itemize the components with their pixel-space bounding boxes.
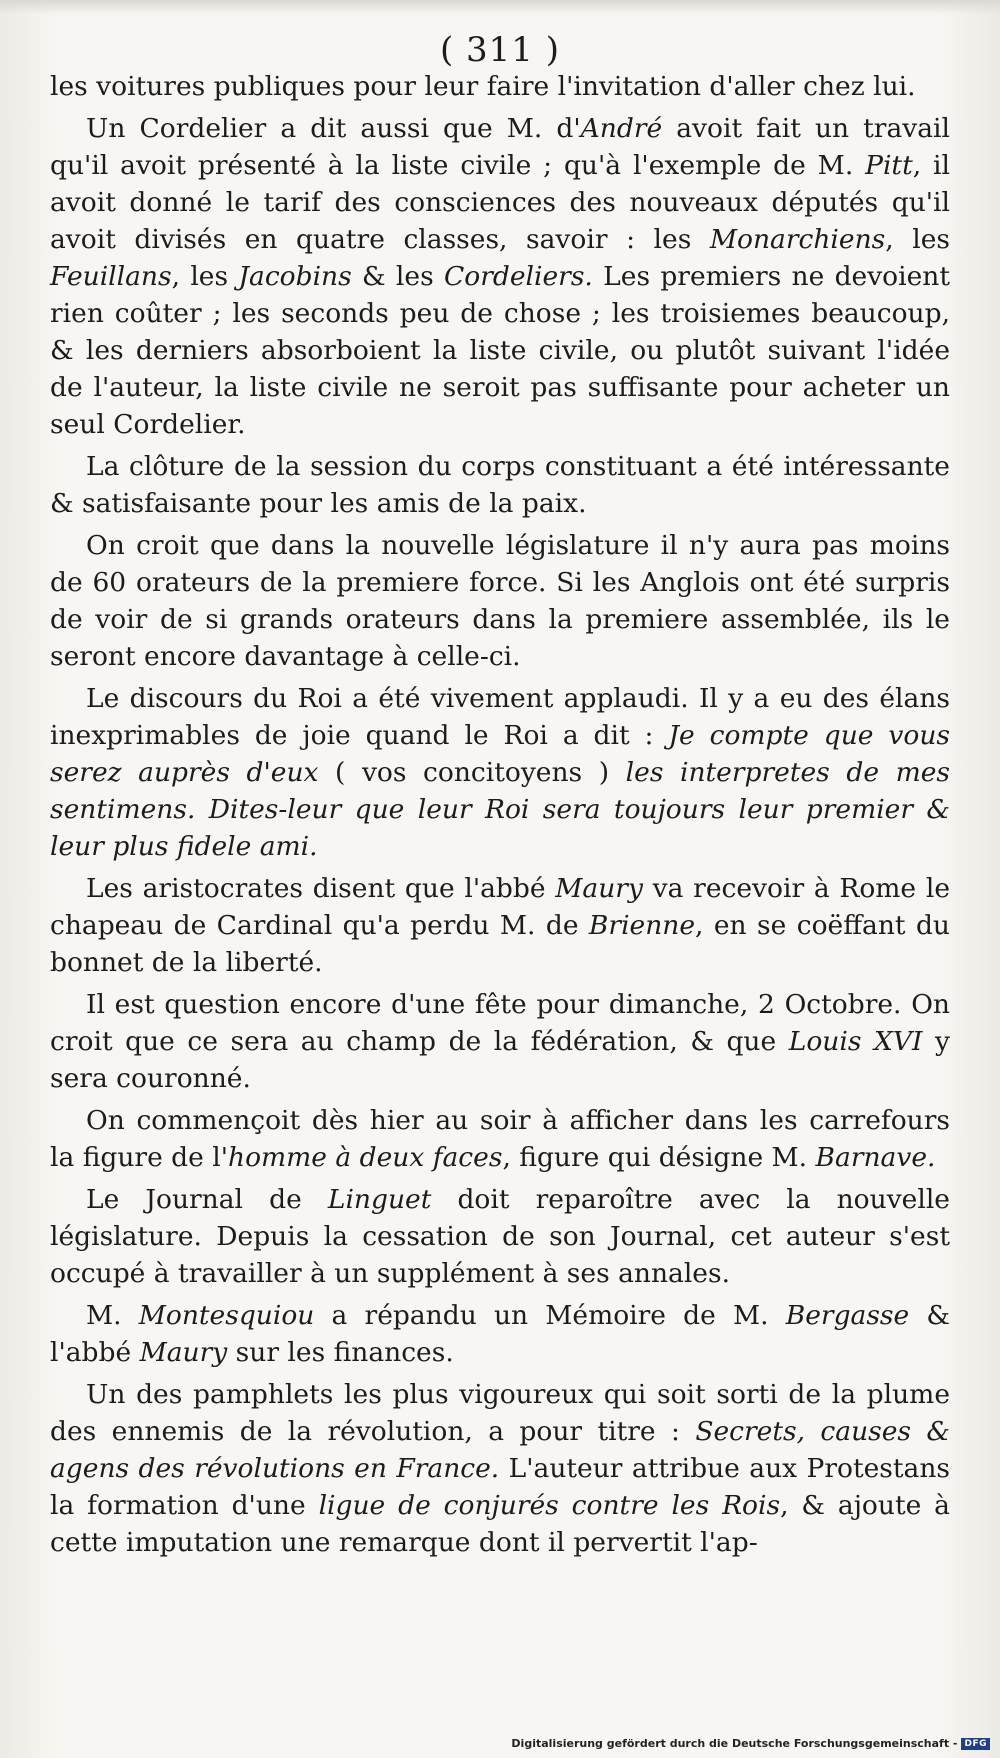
text-run: avoit fait un travail qu'il avoit présenté à la liste civile ; qu'à l'exemple de M. [50, 113, 950, 181]
italic-text-run: Pitt [865, 150, 913, 181]
italic-text-run: Jacobins [238, 261, 352, 292]
italic-text-run: Linguet [327, 1184, 432, 1215]
text-run: , les [171, 261, 239, 292]
paragraph [50, 870, 950, 981]
text-run: M. [86, 1300, 139, 1331]
italic-text-run: André [580, 113, 663, 144]
text-run: & les [351, 261, 444, 292]
credit-text: Digitalisierung gefördert durch die Deutsche Forschungsgemeinschaft - [511, 1737, 958, 1750]
italic-text-run: Monarchiens [709, 224, 886, 255]
text-run: Les aristocrates disent que l'abbé [86, 873, 556, 904]
paragraph [50, 1297, 950, 1371]
text-run: sur les finances. [227, 1337, 454, 1368]
paragraph [50, 986, 950, 1097]
italic-text-run: Cordeliers. [443, 261, 593, 292]
paragraph [50, 68, 950, 105]
text-run: , & ajoute à cette imputation une remarque dont il pervertit l'ap- [50, 1490, 950, 1558]
paragraph [50, 110, 950, 443]
page-number: ( 311 ) [439, 30, 561, 70]
text-run: , les [885, 224, 950, 255]
text-run: ( vos concitoyens ) [318, 757, 626, 788]
italic-text-run: Barnave. [815, 1142, 936, 1173]
italic-text-run: ligue de conjurés contre les Rois [318, 1490, 781, 1521]
italic-text-run: Maury [139, 1337, 228, 1368]
paragraph [50, 448, 950, 522]
text-run: Un Cordelier a dit aussi que M. d' [86, 113, 581, 144]
body-text [50, 68, 950, 1566]
italic-text-run: Je compte que vous serez auprès d'eux [50, 720, 950, 788]
italic-text-run: Maury [555, 873, 643, 904]
text-run: a répandu un Mémoire de M. [314, 1300, 786, 1331]
text-run: On commençoit dès hier au soir à afficher dans les carrefours la figure de l' [50, 1105, 950, 1173]
digitization-credit [511, 1737, 990, 1750]
italic-text-run: Bergasse [785, 1300, 910, 1331]
paragraph [50, 1181, 950, 1292]
paragraph [50, 1376, 950, 1561]
text-run: va recevoir à Rome le chapeau de Cardinal qu'a perdu M. de [50, 873, 950, 941]
paragraph [50, 527, 950, 675]
text-run: Il est question encore d'une fête pour dimanche, 2 Octobre. On croit que ce sera au champ de la fédération, & que [50, 989, 950, 1057]
text-run: , en se coëffant du bonnet de la liberté. [50, 910, 950, 978]
text-run: Les premiers ne devoient rien coûter ; les seconds peu de chose ; les troisiemes beaucoup, & les derniers absorboient la liste civile, ou plutôt suivant l'idée de l'auteur, la liste civile ne seroit pas suffisante pour acheter un seul Cordelier. [50, 261, 951, 440]
text-run: Le discours du Roi a été vivement applaudi. Il y a eu des élans inexprimables de joie quand le Roi a dit : [50, 683, 950, 751]
text-run: les voitures publiques pour leur faire l'invitation d'aller chez lui. [50, 71, 916, 102]
italic-text-run: Montesquiou [138, 1300, 315, 1331]
text-run: On croit que dans la nouvelle législature il n'y aura pas moins de 60 orateurs de la premiere force. Si les Anglois ont été surpris de voir de si grands orateurs dans la premiere assemblée, ils le seront encore davantage à celle-ci. [50, 530, 950, 672]
italic-text-run: Brienne [588, 910, 696, 941]
italic-text-run: Louis XVI [788, 1026, 923, 1057]
text-run: & l'abbé [50, 1300, 950, 1368]
text-run: doit reparoître avec la nouvelle législature. Depuis la cessation de son Journal, cet auteur s'est occupé à travailler à un supplément à ses annales. [50, 1184, 950, 1289]
italic-text-run: homme à deux faces [228, 1142, 503, 1173]
text-run: La clôture de la session du corps constituant a été intéressante & satisfaisante pour les amis de la paix. [50, 451, 950, 519]
text-run: , il avoit donné le tarif des consciences des nouveaux députés qu'il avoit divisés en quatre classes, savoir : les [50, 150, 950, 255]
paragraph [50, 1102, 950, 1176]
text-run: L'auteur attribue aux Protestans la formation d'une [50, 1453, 950, 1521]
italic-text-run: Secrets, causes & agens des révolutions en France. [50, 1416, 950, 1484]
dfg-logo-icon: DFG [961, 1738, 990, 1750]
text-run: y sera couronné. [50, 1026, 951, 1094]
text-run: Un des pamphlets les plus vigoureux qui soit sorti de la plume des ennemis de la révolution, a pour titre : [50, 1379, 950, 1447]
paragraph [50, 680, 950, 865]
italic-text-run: les interpretes de mes sentimens. Dites-leur que leur Roi sera toujours leur premier & leur plus fidele ami. [50, 757, 950, 862]
text-run: Le Journal de [86, 1184, 328, 1215]
text-run: , figure qui désigne M. [502, 1142, 816, 1173]
italic-text-run: Feuillans [50, 261, 172, 292]
page-top-shadow [0, 0, 1000, 14]
